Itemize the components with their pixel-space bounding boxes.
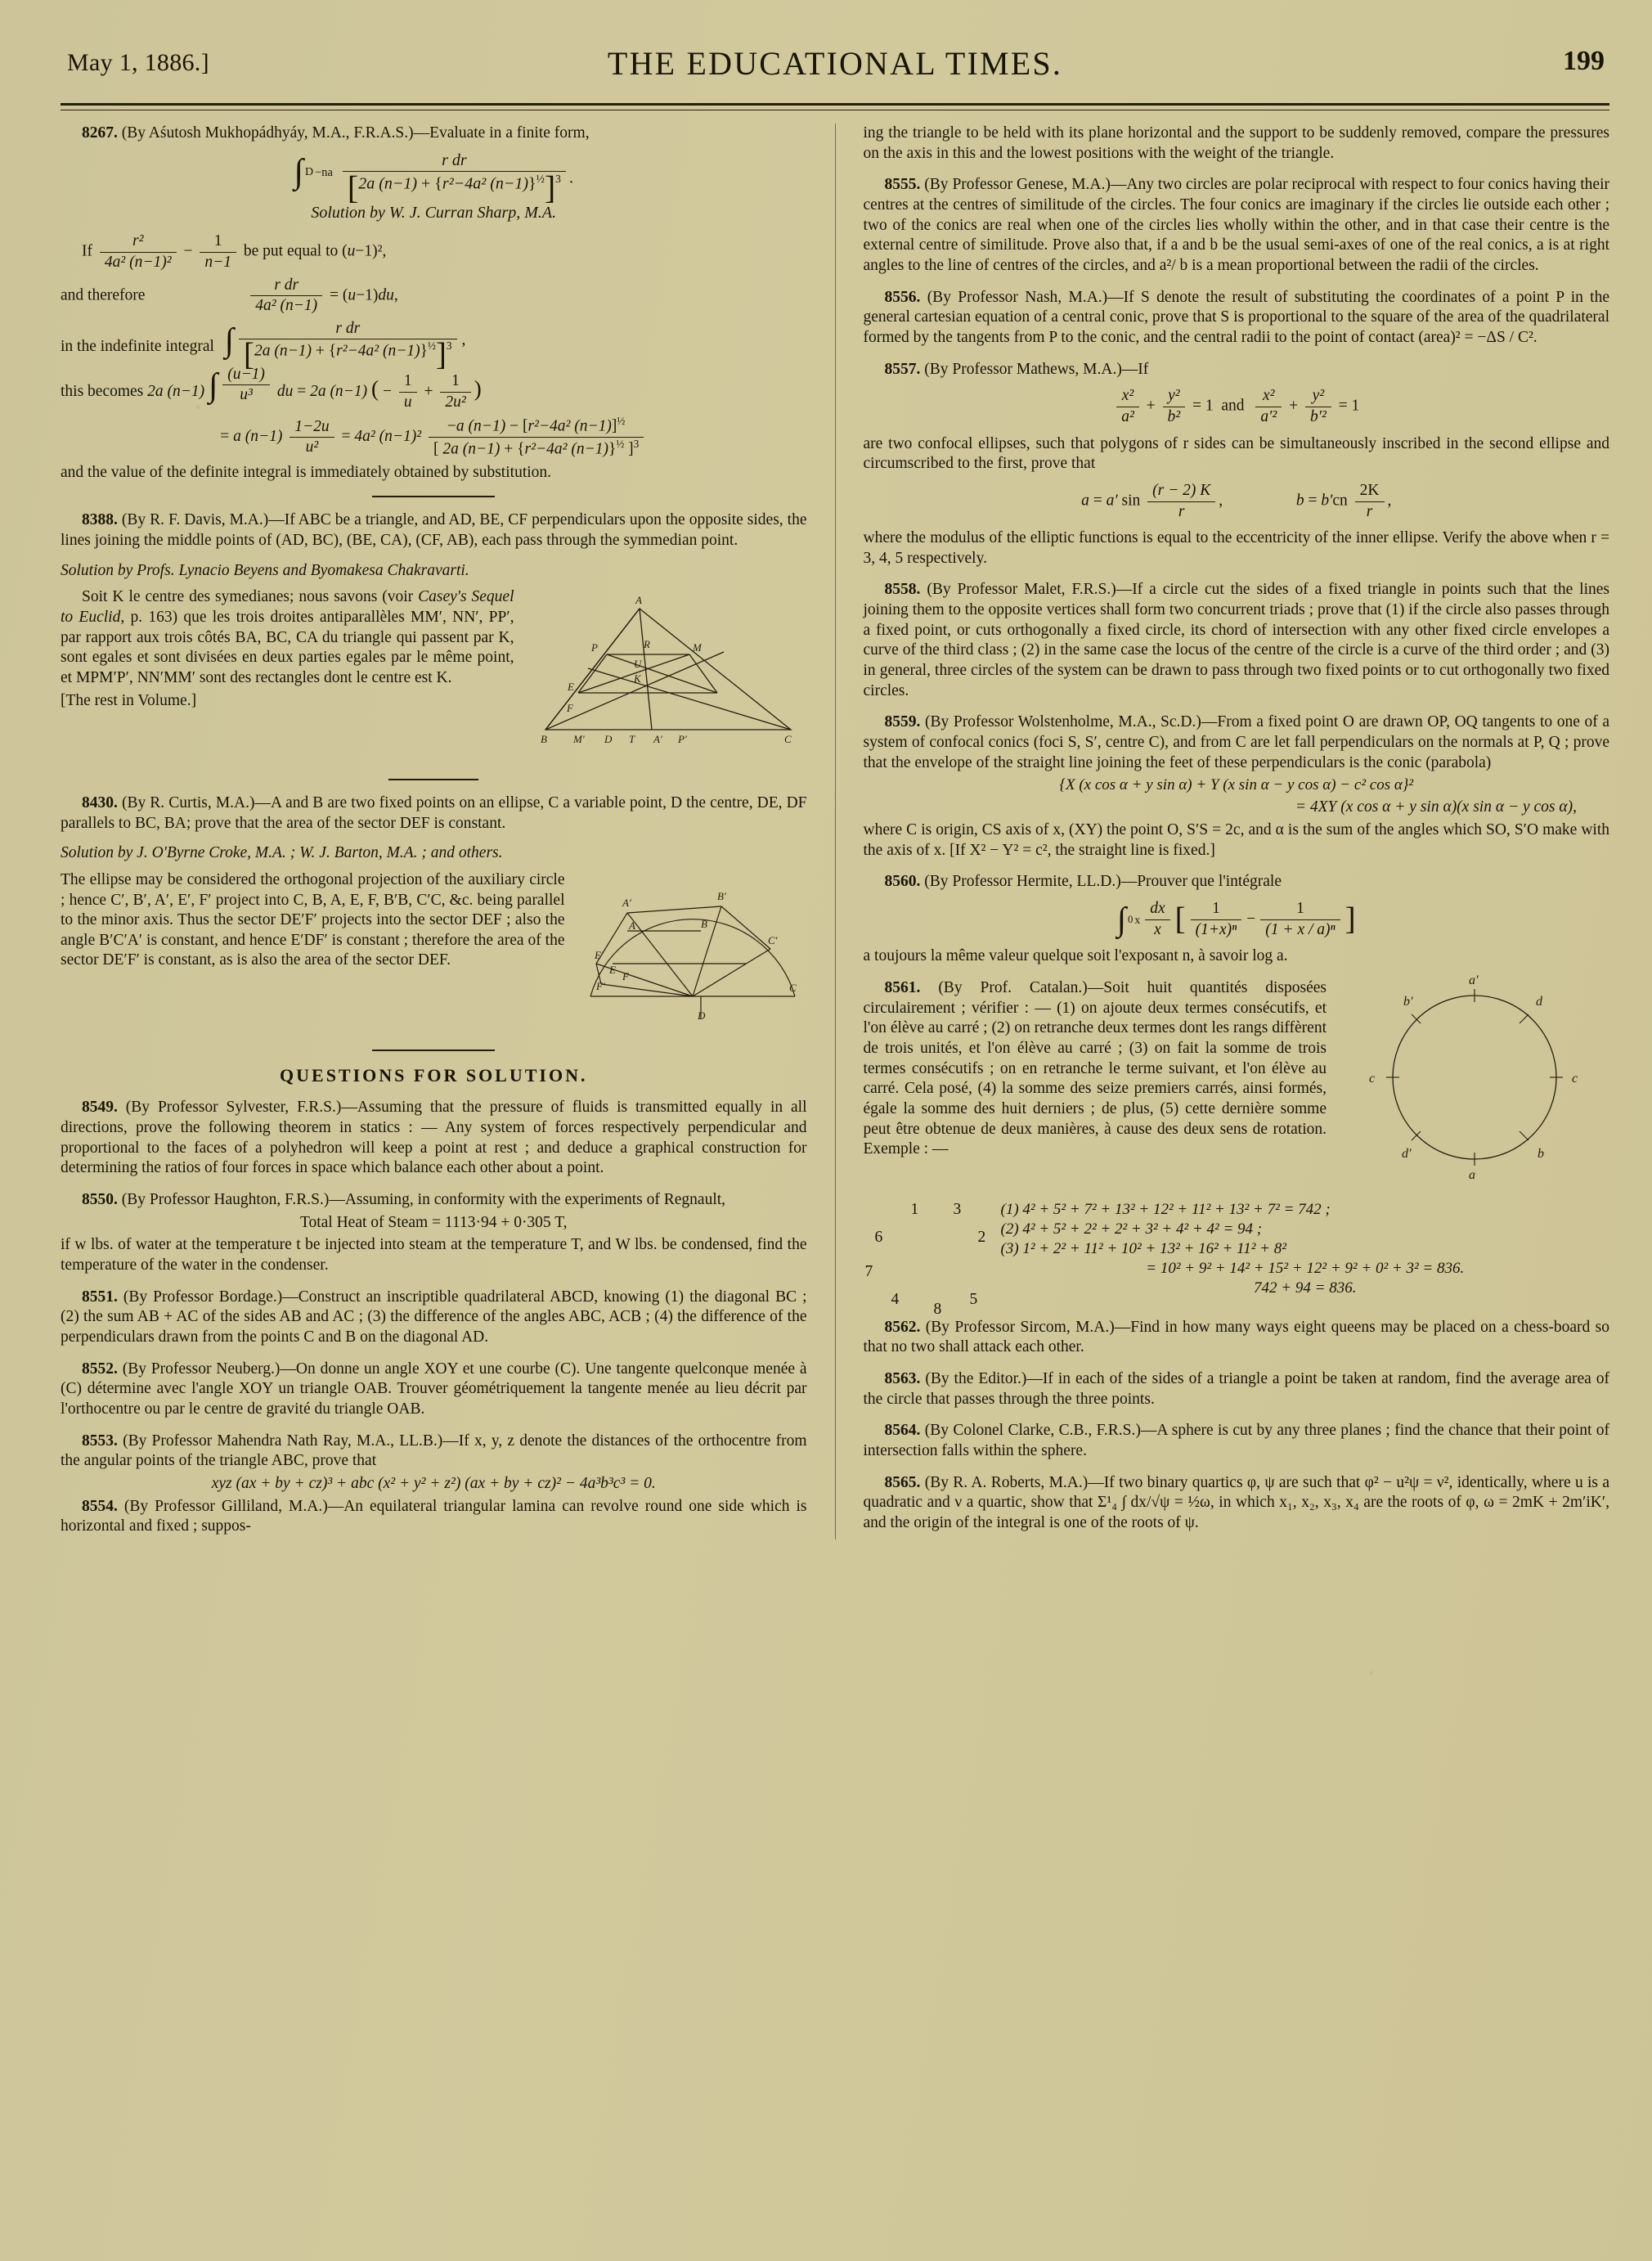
body-8267-4: this becomes 2a (n−1) ∫ $\frac{(u-1)}{\text{u³}}$ du = 2a (n−1) ( − $\frac{1}{u}$ + $\frac{1}{\text{2u²}}$ ): [61, 365, 482, 411]
item-number: 8388.: [82, 511, 118, 529]
question-8551: [61, 1288, 807, 1348]
figure-8388: [529, 591, 807, 761]
example-line: 742 + 94 = 836.: [1254, 1279, 1357, 1297]
svg-text:B: B: [700, 917, 707, 930]
svg-text:c: c: [1369, 1072, 1376, 1086]
question-text: (By Prof. Catalan.)—Soit huit quantités disposées circulairement ; vérifier : — (1) on ajoute deux termes consécutifs, et l'on élève au carré ; (2) on retranche deux termes dont les rangs diffèrent de trois unités, et l'on élève au carré ; (3) on fait la somme de trois termes consécutifs ; on en retranche le terme suivant, et l'on élève au carré. Cela posé, (4) la somme des seize premiers carrés, ainsi formés, égale la somme des huit derniers ; de plus, (5) cette dernière somme peut être obtenue de deux manières, à cause des deux sens de rotation. Exemple : —: [863, 979, 1327, 1158]
question-8557-text2: are two confocal ellipses, such that polygons of r sides can be simultaneously inscribed in the second ellipse and circumscribed to the first, prove that: [863, 434, 1609, 473]
body-8267-2: and therefore $\frac{\text{r dr}}{\text{4a² (n−1)}}$ = (u−1)du,: [61, 276, 398, 315]
question-number: 8550.: [82, 1190, 118, 1208]
svg-text:D: D: [697, 1009, 705, 1022]
body-8388-1: Soit K le centre des symedianes; nous savons (voir Casey's Sequel to Euclid, p. 163) que les trois droites antiparallèles MM′, NN′, PP′, par rapport aux trois côtés BA, BC, CA du triangle qui passent par K, sont egales et sont divisées en deux parties egales par le même point, et MPM′P′, NN′MM′ sont des rectangles dont le centre est K.: [61, 588, 514, 686]
question-8562: [864, 1318, 1610, 1358]
question-number: 8555.: [884, 176, 921, 194]
question-text: (By Professor Sylvester, F.R.S.)—Assuming that the pressure of fluids is transmitted equally in all directions, prove the following theorem in statics : — Any system of forces respectively perpendicular and proportional to the faces of a polyhedron will keep a point at rest ; and deduce a graphical construction for determining the ratios of four forces in space which balance each other about a point.: [61, 1099, 807, 1177]
body-8267-1: If $\frac{\text{r²}}{\text{4a² (n−1)²}}$ − $\frac{1}{n-1}$ be put equal to (u−1)²,: [82, 232, 387, 271]
svg-text:a: a: [1469, 1168, 1475, 1182]
question-number: 8556.: [884, 288, 921, 306]
svg-text:U: U: [633, 658, 641, 671]
question-number: 8562.: [884, 1318, 921, 1336]
body-8267-6: and the value of the definite integral is immediately obtained by substitution.: [61, 463, 552, 481]
svg-text:E: E: [567, 681, 574, 694]
question-8560: [864, 872, 1610, 892]
question-number: 8560.: [884, 873, 921, 891]
continuation-text: ing the triangle to be held with its plane horizontal and the support to be suddenly removed, compare the pressures on the axis in this and the lowest positions with the weight of the triangle.: [863, 124, 1609, 162]
question-8557: [864, 360, 1610, 380]
question-number: 8558.: [884, 581, 921, 599]
article-8388: [61, 510, 807, 766]
question-number: 8554.: [82, 1497, 118, 1515]
figure-8430: [578, 874, 807, 1032]
svg-text:A′: A′: [653, 733, 662, 746]
svg-text:A: A: [628, 919, 635, 932]
svg-text:M′: M′: [572, 733, 585, 746]
svg-text:T: T: [628, 733, 635, 746]
svg-text:E: E: [608, 963, 616, 976]
question-text: (By R. A. Roberts, M.A.)—If two binary quartics φ, ψ are such that φ² − u²ψ = ν², identically, where u is a quadratic and ν a quartic, show that Σ¹₄ ∫ dx/√ψ = ½ω, in which x₁, x₂, x₃, x₄ are the roots of φ, ω = 2mK + 2m′iK′, and the origin of the integral is one of the roots of ψ.: [863, 1473, 1610, 1531]
item-number: 8430.: [82, 793, 118, 811]
question-8553-display: xyz (ax + by + cz)³ + abc (x² + y² + z²) (ax + by + cz)² − 4a³b³c³ = 0.: [211, 1474, 656, 1492]
item-attrib: (By R. Curtis, M.A.)—A and B are two fixed points on an ellipse, C a variable point, D the centre, DE, DF parallels to BC, BA; prove that the area of the sector DEF is constant.: [61, 793, 807, 832]
question-text: (By Professor Hermite, LL.D.)—Prouver que l'intégrale: [924, 873, 1282, 891]
question-number: 8561.: [884, 979, 921, 996]
solution-by-8388: Solution by Profs. Lynacio Beyens and Byomakesa Chakravarti.: [61, 561, 469, 579]
left-column: [61, 124, 835, 1540]
question-number: 8559.: [884, 713, 921, 731]
svg-text:C: C: [788, 981, 797, 994]
masthead: [61, 33, 1609, 103]
example-circle-numbers: 1 3 6 2 7 4 8 5: [864, 1200, 986, 1318]
question-8559-text2: where C is origin, CS axis of x, (XY) the point O, S′S = 2c, and α is the sum of the angles which SO, S′O make with the axis of x. [If X² − Y² = c², the straight line is fixed.]: [863, 821, 1609, 859]
example-equations: [1001, 1200, 1610, 1298]
item-attrib: (By Aśutosh Mukhopádhyáy, M.A., F.R.A.S.)—Evaluate in a finite form,: [121, 124, 590, 142]
masthead-rule: [61, 103, 1609, 110]
question-text: (By Professor Mathews, M.A.)—If: [924, 360, 1149, 378]
question-8550: [61, 1190, 807, 1211]
article-8430: [61, 793, 807, 1036]
svg-text:C′: C′: [767, 933, 778, 946]
question-8550-text2: if w lbs. of water at the temperature t be injected into steam at the temperature T, and W lbs. be condensed, find the temperature of the water in the condenser.: [61, 1236, 807, 1274]
question-text: (By Professor Malet, F.R.S.)—If a circle cut the sides of a fixed triangle in points such that the lines joining them to the opposite vertices shall form two concurrent triads ; prove that (1) if the circle also passes through a fixed point, or cuts orthogonally a fixed circle, its chord of intersection with any other fixed circle envelopes a curve of the third class ; (2) in the same case the locus of the centre of the circle is a curve of the third order ; and (3) in general, three circles of the system can be drawn to pass through two fixed points or to cut orthogonally two fixed circles.: [863, 581, 1609, 699]
svg-text:M: M: [692, 641, 702, 654]
question-number: 8551.: [82, 1288, 118, 1306]
item-number: 8267.: [82, 124, 118, 142]
svg-text:E′: E′: [594, 948, 604, 961]
svg-text:B: B: [540, 733, 547, 746]
svg-text:d′: d′: [1402, 1147, 1412, 1161]
questions-heading: QUESTIONS FOR SOLUTION.: [280, 1064, 588, 1086]
svg-text:A: A: [635, 594, 642, 607]
example-8561: [864, 1200, 1610, 1318]
question-8555: [864, 175, 1610, 276]
item-attrib: (By R. F. Davis, M.A.)—If ABC be a triangle, and AD, BE, CF perpendiculars upon the opposite sides, the lines joining the middle points of (AD, BC), (BE, CA), (CF, AB), each pass through the symmedian point.: [61, 511, 807, 549]
solution-by-8430: Solution by J. O'Byrne Croke, M.A. ; W. J. Barton, M.A. ; and others.: [61, 844, 503, 862]
question-8559: [864, 712, 1610, 773]
figure-8561: [1340, 971, 1609, 1190]
question-8556: [864, 288, 1610, 348]
example-line: (3) 1² + 2² + 11² + 10² + 13² + 16² + 11² + 8²: [1000, 1239, 1286, 1257]
svg-text:a′: a′: [1469, 973, 1479, 987]
svg-text:K: K: [633, 672, 641, 685]
question-text: (By Professor Nash, M.A.)—If S denote the result of substituting the coordinates of a point P in the general cartesian equation of a central conic, prove that S is proportional to the square of the area of the quadrilateral formed by the tangents from P to the conic, and the central radii to the point of contact (area)² = −ΔS / C².: [863, 288, 1609, 346]
example-line: = 10² + 9² + 14² + 15² + 12² + 9² + 0² + 3² = 836.: [1146, 1259, 1465, 1277]
question-8563: [864, 1369, 1610, 1409]
publication-title: THE EDUCATIONAL TIMES.: [607, 45, 1063, 82]
triangle-diagram: [529, 591, 807, 754]
svg-text:F′: F′: [595, 979, 605, 992]
page-number: 199: [1563, 46, 1605, 76]
formula-8267: ∫ D −na $\frac{\text{r dr}}{[2a (n-1) + \{r^2-4a^2 (n-1)\}^{\frac{1}{2}}]^3}$ .: [294, 151, 573, 206]
circle-diagram: [1340, 971, 1609, 1184]
ellipse-diagram: [578, 874, 807, 1025]
svg-text:b: b: [1538, 1147, 1544, 1161]
question-text: (By Professor Sircom, M.A.)—Find in how many ways eight queens may be placed on a chess-board so that no two shall attack each other.: [863, 1318, 1610, 1356]
question-8560-text2: a toujours la même valeur quelque soit l'exposant n, à savoir log a.: [863, 947, 1288, 965]
svg-text:b′: b′: [1403, 995, 1413, 1009]
question-8558: [864, 580, 1610, 701]
body-8267-5: = a (n−1) $\frac{1-2u}{\text{u²}}$ = 4a² (n−1)² $\frac{-a (n-1) - [r^2-4a^2 (n-1)]^{\frac{1}{2}}}{[ 2a (n-1) + \{r^2-4a^2 (n-1)\}^{\frac{1}{2}} ]^3}$: [61, 415, 807, 460]
body-8430-1: The ellipse may be considered the orthogonal projection of the auxiliary circle ; hence C′, B′, A′, E′, F′ project into C, B, A, E, F, B′B, C′C, &c. being parallel to the minor axis. Thus the sector DE′F′ projects into the sector DEF ; also the angle B′C′A′ is constant, and hence E′DF′ is constant ; therefore the area of the sector DE′F′ is constant, as is also the area of the sector DEF.: [61, 870, 565, 969]
question-8557-display2: a = a′ sin $\frac{(r - 2) K}{r}$ , b = b′cn $\frac{2K}{r}$ ,: [1081, 481, 1392, 520]
question-8554: [61, 1497, 807, 1537]
section-divider-1: [372, 496, 495, 497]
question-number: 8549.: [82, 1099, 118, 1117]
question-number: 8565.: [884, 1473, 921, 1491]
example-line: (2) 4² + 5² + 2² + 2² + 3² + 4² + 4² = 94 ;: [1000, 1220, 1263, 1238]
question-text: (By Professor Neuberg.)—On donne un angle XOY et une courbe (C). Une tangente quelconque menée à (C) détermine avec l'angle XOY un triangle OAB. Trouver géométriquement la tangente menée au lieu décrit par l'orthocentre ou par le centre de gravité du triangle OAB.: [61, 1360, 807, 1418]
svg-text:P: P: [590, 641, 598, 654]
svg-text:d: d: [1536, 995, 1542, 1009]
svg-text:F: F: [566, 702, 573, 715]
question-8552: [61, 1360, 807, 1420]
question-text: (By Professor Bordage.)—Construct an inscriptible quadrilateral ABCD, knowing (1) the diagonal BC ; (2) the sum AB + AC of the sides AB and AC ; (3) the difference of the angles ABC, ACB ; (4) the difference of the perpendiculars drawn from the points C and B on the diagonal AD.: [61, 1288, 807, 1346]
question-8559-display-1: {X (x cos α + y sin α) + Y (x sin α − y cos α) − c² cos α}²: [1059, 776, 1414, 794]
question-8565: [864, 1473, 1610, 1534]
svg-text:P′: P′: [677, 733, 687, 746]
question-text: (By Professor Wolstenholme, M.A., Sc.D.)—From a fixed point O are drawn OP, OQ tangents to one of a system of confocal conics (foci S, S′, centre C), and from C are let fall perpendiculars on the normals at P, Q ; prove that the envelope of the straight line joining the feet of these perpendiculars is the conic (parabola): [863, 713, 1609, 771]
question-text: (By the Editor.)—If in each of the sides of a triangle a point be taken at random, find the average area of the circle that passes through the three points.: [863, 1369, 1610, 1408]
solution-by-8267: Solution by W. J. Curran Sharp, M.A.: [311, 203, 557, 222]
page-inner: [61, 33, 1609, 2245]
question-number: 8564.: [884, 1422, 921, 1440]
right-column: [835, 124, 1610, 1540]
svg-text:F: F: [622, 969, 629, 982]
svg-text:R: R: [643, 638, 650, 651]
columns: [61, 124, 1609, 1540]
question-8560-display: ∫ 0 x $\frac{dx}{x}$ [ $\frac{1}{\text{(1+x)ⁿ}}$ − $\frac{1}{\text{(1 + x / a)ⁿ}}$ ]: [1116, 900, 1356, 938]
svg-text:C: C: [783, 733, 792, 746]
question-8557-display: $\frac{\text{x²}}{\text{a²}}$ + $\frac{\text{y²}}{\text{b²}}$ = 1 and $\frac{\text{x²}}{\text{a′²}}$ + $\frac{\text{y²}}{\text{b′²}}$ = 1: [864, 386, 1610, 427]
question-number: 8552.: [82, 1360, 118, 1378]
question-8564: [864, 1421, 1610, 1461]
svg-text:D: D: [604, 733, 612, 746]
question-8559-display-2: = 4XY (x cos α + y sin α)(x sin α − y cos α),: [1295, 798, 1577, 816]
article-8267: [61, 124, 807, 483]
question-8550-display: Total Heat of Steam = 1113·94 + 0·305 T,: [299, 1213, 568, 1231]
question-8549: [61, 1098, 807, 1179]
question-number: 8553.: [82, 1432, 118, 1450]
example-line: (1) 4² + 5² + 7² + 13² + 12² + 11² + 13² + 7² = 742 ;: [1000, 1200, 1331, 1218]
question-number: 8563.: [884, 1369, 921, 1387]
body-8388-2: [The rest in Volume.]: [61, 691, 197, 709]
question-text: (By Professor Mahendra Nath Ray, M.A., LL.B.)—If x, y, z denote the distances of the orthocentre from the angular points of the triangle ABC, prove that: [61, 1432, 807, 1470]
question-8557-text3: where the modulus of the elliptic functions is equal to the eccentricity of the inner ellipse. Verify the above when r = 3, 4, 5 respectively.: [863, 529, 1609, 567]
question-text: (By Professor Gilliland, M.A.)—An equilateral triangular lamina can revolve round one side which is horizontal and fixed ; suppos-: [61, 1497, 807, 1535]
question-text: (By Professor Haughton, F.R.S.)—Assuming, in conformity with the experiments of Regnault,: [121, 1190, 726, 1208]
issue-date: May 1, 1886.]: [67, 49, 209, 76]
question-text: (By Professor Genese, M.A.)—Any two circles are polar reciprocal with respect to four conics having their centres at the centres of similitude of the circles. The four conics are imaginary if the circles lie outside each other ; two of the conics are real when one of the circles lies wholly within the other, and in that case their centre is the external centre of similitude. Prove also that, if a and b be the usual semi-axes of one of the real conics, a is at right angles to the line of centres of the circles, and a²/ b is a mean proportional between the radii of the circles.: [863, 176, 1610, 274]
section-divider-2: [388, 779, 478, 780]
svg-text:B′: B′: [716, 889, 726, 902]
question-number: 8557.: [884, 360, 921, 378]
svg-text:A′: A′: [622, 896, 631, 909]
svg-text:c: c: [1572, 1072, 1578, 1086]
body-8267-3: in the indefinite integral ∫ $\frac{\text{r dr}}{[2a (n-1) + \{r^2-4a^2 (n-1)\}^{\frac{1}{2}}]^3}$ ,: [61, 319, 466, 373]
section-divider-3: [372, 1050, 495, 1051]
question-8553: [61, 1432, 807, 1472]
question-text: (By Colonel Clarke, C.B., F.R.S.)—A sphere is cut by any three planes ; find the chance that their point of intersection falls within the sphere.: [863, 1422, 1609, 1459]
